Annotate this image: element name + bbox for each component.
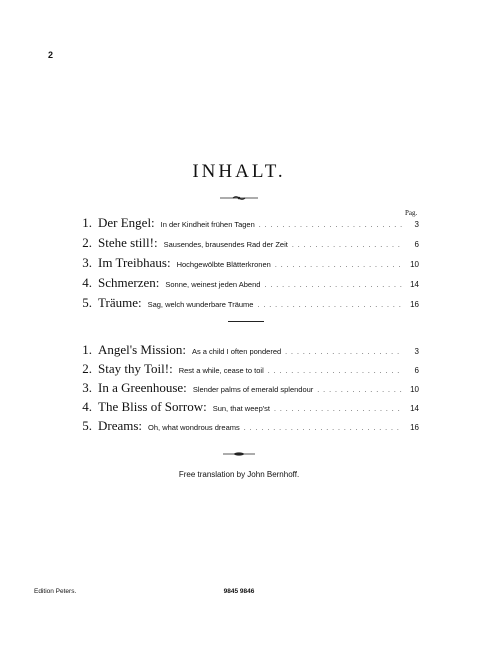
- entry-subtitle: Rest a while, cease to toil: [178, 366, 264, 375]
- entry-page: 14: [410, 280, 419, 289]
- leader-dots: [275, 262, 403, 269]
- leader-dots: [268, 368, 403, 375]
- entry-title: The Bliss of Sorrow:: [98, 399, 207, 414]
- entry-title: Angel's Mission:: [98, 342, 186, 357]
- page-title: INHALT.: [192, 161, 286, 182]
- entry-subtitle: Sausendes, brausendes Rad der Zeit: [163, 240, 288, 249]
- toc-entry[interactable]: [74, 418, 419, 434]
- entry-number: 4.: [82, 399, 92, 414]
- entry-number: 2.: [82, 235, 92, 250]
- entry-title: Schmerzen:: [98, 275, 160, 290]
- page-column-label: Pag.: [405, 209, 418, 217]
- entry-title: Träume:: [98, 295, 142, 310]
- entry-number: 4.: [82, 275, 92, 290]
- leader-dots: [259, 222, 403, 229]
- entry-page: 6: [414, 240, 419, 249]
- toc-entry[interactable]: [74, 215, 419, 231]
- flourish-icon: [222, 451, 256, 457]
- publisher-label: Edition Peters.: [34, 588, 77, 595]
- entry-number: 1.: [82, 215, 92, 230]
- entry-page: 16: [410, 300, 419, 309]
- leader-dots: [257, 302, 403, 309]
- toc-entry[interactable]: [74, 342, 419, 358]
- entry-number: 3.: [82, 380, 92, 395]
- toc-entry[interactable]: [74, 399, 419, 415]
- toc-entry[interactable]: [74, 235, 419, 251]
- entry-number: 3.: [82, 255, 92, 270]
- entry-page: 10: [410, 385, 419, 394]
- entry-subtitle: Oh, what wondrous dreams: [148, 423, 240, 432]
- toc-entry[interactable]: [74, 255, 419, 271]
- translation-note: Free translation by John Bernhoff.: [178, 470, 300, 479]
- entry-subtitle: Slender palms of emerald splendour: [192, 385, 314, 394]
- leader-dots: [274, 406, 403, 413]
- entry-number: 5.: [82, 295, 92, 310]
- entry-page: 10: [410, 260, 419, 269]
- flourish-icon: [219, 195, 259, 201]
- entry-title: Der Engel:: [98, 215, 155, 230]
- entry-page: 3: [414, 347, 419, 356]
- entry-number: 2.: [82, 361, 92, 376]
- closing-ornament: [0, 444, 478, 462]
- leader-dots: [244, 425, 403, 432]
- toc-entry[interactable]: [74, 361, 419, 377]
- entry-title: Stay thy Toil!:: [98, 361, 173, 376]
- entry-number: 1.: [82, 342, 92, 357]
- entry-page: 16: [410, 423, 419, 432]
- entry-subtitle: As a child I often pondered: [191, 347, 282, 356]
- entry-title: Stehe still!:: [98, 235, 158, 250]
- entry-page: 3: [414, 220, 419, 229]
- entry-title: In a Greenhouse:: [98, 380, 187, 395]
- section-divider: [228, 321, 264, 322]
- toc-entry[interactable]: [74, 275, 419, 291]
- entry-number: 5.: [82, 418, 92, 433]
- leader-dots: [292, 242, 403, 249]
- page-number: 2: [48, 50, 54, 60]
- entry-title: Dreams:: [98, 418, 143, 433]
- entry-subtitle: Sonne, weinest jeden Abend: [165, 280, 261, 289]
- toc-entry[interactable]: [74, 380, 419, 396]
- leader-dots: [264, 282, 403, 289]
- catalog-number: 9845 9846: [223, 588, 255, 595]
- leader-dots: [285, 349, 403, 356]
- entry-subtitle: Sag, welch wunderbare Träume: [147, 300, 254, 309]
- entry-subtitle: Sun, that weep'st: [212, 404, 271, 413]
- entry-title: Im Treibhaus:: [98, 255, 171, 270]
- entry-page: 14: [410, 404, 419, 413]
- title-ornament: [0, 188, 478, 206]
- entry-subtitle: Hochgewölbte Blätterkronen: [176, 260, 271, 269]
- entry-page: 6: [414, 366, 419, 375]
- toc-entry[interactable]: [74, 295, 419, 311]
- leader-dots: [317, 387, 403, 394]
- entry-subtitle: In der Kindheit frühen Tagen: [160, 220, 255, 229]
